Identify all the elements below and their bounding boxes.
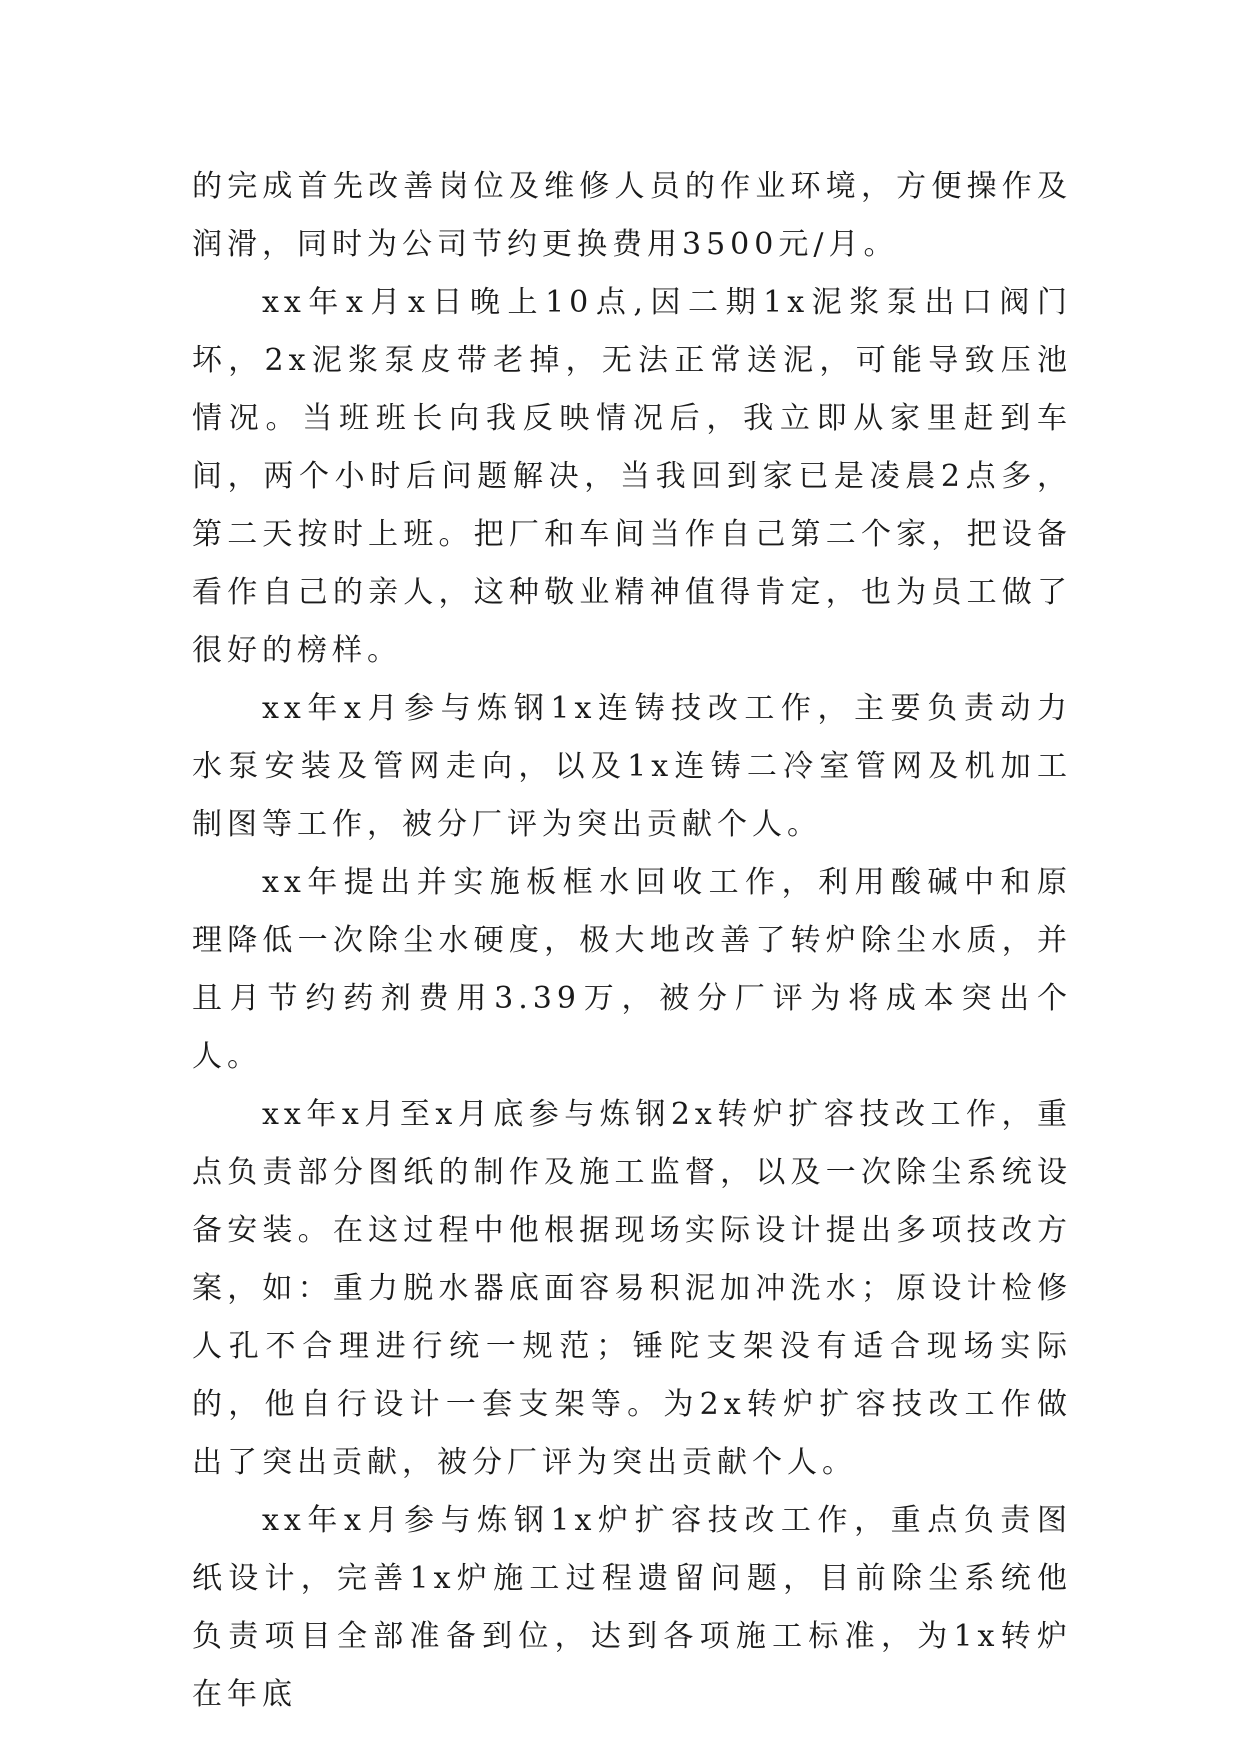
paragraph-converter-2x: xx年x月至x月底参与炼钢2x转炉扩容技改工作，重点负责部分图纸的制作及施工监督，以及一次除尘系统设备安装。在这过程中他根据现场实际设计提出多项技改方案，如：重力脱水器底面容易积泥加冲洗水；原设计检修人孔不合理进行统一规范；锤陀支架没有适合现场实际的，他自行设计一套支架等。为2x转炉扩容技改工作做出了突出贡献，被分厂评为突出贡献个人。 (192, 1097, 1072, 1480)
paragraph-filter-water: xx年提出并实施板框水回收工作，利用酸碱中和原理降低一次除尘水硬度，极大地改善了转炉除尘水质，并且月节约药剂费用3.39万，被分厂评为将成本突出个人。 (192, 865, 1072, 1074)
document-body (192, 158, 1072, 1724)
paragraph-continued: 的完成首先改善岗位及维修人员的作业环境，方便操作及润滑，同时为公司节约更换费用3500元/月。 (192, 169, 1072, 262)
paragraph-slurry-pump: xx年x月x日晚上10点,因二期1x泥浆泵出口阀门坏，2x泥浆泵皮带老掉，无法正常送泥，可能导致压池情况。当班班长向我反映情况后，我立即从家里赶到车间，两个小时后问题解决，当我回到家已是凌晨2点多，第二天按时上班。把厂和车间当作自己第二个家，把设备看作自己的亲人，这种敬业精神值得肯定，也为员工做了很好的榜样。 (192, 285, 1072, 668)
paragraph-caster-retrofit: xx年x月参与炼钢1x连铸技改工作，主要负责动力水泵安装及管网走向，以及1x连铸二冷室管网及机加工制图等工作，被分厂评为突出贡献个人。 (192, 691, 1072, 842)
paragraph-converter-1x: xx年x月参与炼钢1x炉扩容技改工作，重点负责图纸设计，完善1x炉施工过程遗留问题，目前除尘系统他负责项目全部准备到位，达到各项施工标准，为1x转炉在年底 (192, 1503, 1072, 1712)
